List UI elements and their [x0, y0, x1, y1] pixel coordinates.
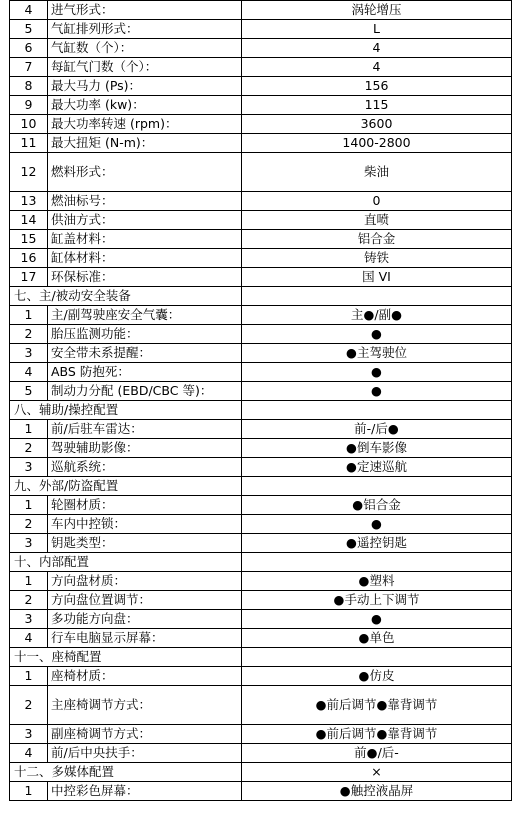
table-row [10, 515, 512, 534]
table-row [10, 20, 512, 39]
table-row [10, 249, 512, 268]
row-number: 1 [10, 420, 48, 439]
row-value: 铸铁 [242, 249, 512, 268]
table-row [10, 686, 512, 725]
row-value: 柴油 [242, 153, 512, 192]
row-label: 主座椅调节方式： [48, 686, 242, 725]
table-row [10, 211, 512, 230]
table-row [10, 782, 512, 801]
table-row [10, 420, 512, 439]
row-value: ●定速巡航 [242, 458, 512, 477]
row-number: 2 [10, 591, 48, 610]
section-title: 十、内部配置 [10, 553, 242, 572]
row-value: ●前后调节●靠背调节 [242, 725, 512, 744]
table-row [10, 629, 512, 648]
row-number: 10 [10, 115, 48, 134]
row-label: 前/后驻车雷达： [48, 420, 242, 439]
row-label: 巡航系统： [48, 458, 242, 477]
row-label: 前/后中央扶手： [48, 744, 242, 763]
row-value: ●遥控钥匙 [242, 534, 512, 553]
row-label: 气缸数（个）： [48, 39, 242, 58]
table-row [10, 1, 512, 20]
section-value [242, 648, 512, 667]
row-number: 1 [10, 667, 48, 686]
table-row [10, 572, 512, 591]
row-value: ● [242, 325, 512, 344]
row-value: 直喷 [242, 211, 512, 230]
row-number: 4 [10, 363, 48, 382]
row-value: ●主驾驶位 [242, 344, 512, 363]
row-value: 115 [242, 96, 512, 115]
row-value: 1400-2800 [242, 134, 512, 153]
row-number: 1 [10, 782, 48, 801]
section-title: 十一、座椅配置 [10, 648, 242, 667]
row-number: 3 [10, 344, 48, 363]
row-value: 4 [242, 39, 512, 58]
section-value [242, 287, 512, 306]
row-number: 6 [10, 39, 48, 58]
table-row [10, 230, 512, 249]
row-label: 燃料形式： [48, 153, 242, 192]
row-number: 2 [10, 686, 48, 725]
table-row [10, 496, 512, 515]
row-number: 13 [10, 192, 48, 211]
row-number: 4 [10, 744, 48, 763]
row-label: 最大马力 (Ps)： [48, 77, 242, 96]
row-value: 0 [242, 192, 512, 211]
row-value: ●手动上下调节 [242, 591, 512, 610]
row-value: 前-/后● [242, 420, 512, 439]
row-number: 3 [10, 610, 48, 629]
section-value [242, 553, 512, 572]
table-row [10, 268, 512, 287]
row-label: 燃油标号： [48, 192, 242, 211]
section-header-row [10, 401, 512, 420]
section-value [242, 477, 512, 496]
row-number: 16 [10, 249, 48, 268]
row-label: 副座椅调节方式： [48, 725, 242, 744]
row-label: 胎压监测功能： [48, 325, 242, 344]
table-row [10, 344, 512, 363]
row-value: ●单色 [242, 629, 512, 648]
row-label: 座椅材质： [48, 667, 242, 686]
row-value: ● [242, 610, 512, 629]
row-number: 14 [10, 211, 48, 230]
row-label: 方向盘位置调节： [48, 591, 242, 610]
section-header-row [10, 763, 512, 782]
row-number: 7 [10, 58, 48, 77]
section-header-row [10, 287, 512, 306]
row-value: ●仿皮 [242, 667, 512, 686]
row-value: 涡轮增压 [242, 1, 512, 20]
row-label: 环保标准： [48, 268, 242, 287]
row-label: 每缸气门数（个）： [48, 58, 242, 77]
row-number: 17 [10, 268, 48, 287]
row-number: 3 [10, 725, 48, 744]
row-label: 缸体材料： [48, 249, 242, 268]
row-label: ABS 防抱死： [48, 363, 242, 382]
spec-table-body [10, 1, 512, 801]
row-label: 供油方式： [48, 211, 242, 230]
row-label: 多功能方向盘： [48, 610, 242, 629]
row-value: 前●/后- [242, 744, 512, 763]
row-value: L [242, 20, 512, 39]
row-number: 12 [10, 153, 48, 192]
table-row [10, 306, 512, 325]
row-label: 方向盘材质： [48, 572, 242, 591]
row-value: ● [242, 363, 512, 382]
table-row [10, 610, 512, 629]
table-row [10, 325, 512, 344]
section-header-row [10, 477, 512, 496]
row-label: 主/副驾驶座安全气囊： [48, 306, 242, 325]
table-row [10, 39, 512, 58]
table-row [10, 192, 512, 211]
table-row [10, 458, 512, 477]
row-label: 中控彩色屏幕： [48, 782, 242, 801]
row-value: ●铝合金 [242, 496, 512, 515]
row-label: 车内中控锁： [48, 515, 242, 534]
row-value: ●塑料 [242, 572, 512, 591]
row-number: 5 [10, 382, 48, 401]
table-row [10, 725, 512, 744]
row-number: 9 [10, 96, 48, 115]
row-label: 轮圈材质： [48, 496, 242, 515]
row-number: 2 [10, 439, 48, 458]
section-value: × [242, 763, 512, 782]
row-value: ●前后调节●靠背调节 [242, 686, 512, 725]
table-row [10, 534, 512, 553]
table-row [10, 58, 512, 77]
table-row [10, 153, 512, 192]
row-number: 1 [10, 306, 48, 325]
row-value: ●倒车影像 [242, 439, 512, 458]
table-row [10, 134, 512, 153]
table-row [10, 115, 512, 134]
row-value: ●触控液晶屏 [242, 782, 512, 801]
row-value: 156 [242, 77, 512, 96]
row-number: 3 [10, 458, 48, 477]
row-number: 1 [10, 572, 48, 591]
row-label: 行车电脑显示屏幕： [48, 629, 242, 648]
table-row [10, 77, 512, 96]
row-label: 进气形式： [48, 1, 242, 20]
row-number: 4 [10, 1, 48, 20]
row-number: 2 [10, 325, 48, 344]
row-label: 最大功率 (kw)： [48, 96, 242, 115]
table-row [10, 744, 512, 763]
row-label: 气缸排列形式： [48, 20, 242, 39]
row-value: 铝合金 [242, 230, 512, 249]
row-number: 1 [10, 496, 48, 515]
section-title: 九、外部/防盗配置 [10, 477, 242, 496]
row-value: 国 VI [242, 268, 512, 287]
table-row [10, 667, 512, 686]
row-label: 缸盖材料： [48, 230, 242, 249]
section-title: 七、主/被动安全装备 [10, 287, 242, 306]
row-value: 4 [242, 58, 512, 77]
table-row [10, 96, 512, 115]
row-number: 3 [10, 534, 48, 553]
table-row [10, 382, 512, 401]
row-value: ● [242, 515, 512, 534]
table-row [10, 591, 512, 610]
row-label: 钥匙类型： [48, 534, 242, 553]
table-row [10, 363, 512, 382]
row-label: 安全带未系提醒： [48, 344, 242, 363]
section-value [242, 401, 512, 420]
row-label: 驾驶辅助影像： [48, 439, 242, 458]
row-number: 4 [10, 629, 48, 648]
row-value: 主●/副● [242, 306, 512, 325]
section-header-row [10, 648, 512, 667]
row-number: 11 [10, 134, 48, 153]
row-label: 最大扭矩 (N-m)： [48, 134, 242, 153]
row-value: ● [242, 382, 512, 401]
table-row [10, 439, 512, 458]
row-number: 2 [10, 515, 48, 534]
section-header-row [10, 553, 512, 572]
row-label: 最大功率转速 (rpm)： [48, 115, 242, 134]
row-number: 15 [10, 230, 48, 249]
spec-table [9, 0, 512, 801]
section-title: 八、辅助/操控配置 [10, 401, 242, 420]
row-number: 8 [10, 77, 48, 96]
row-label: 制动力分配 (EBD/CBC 等)： [48, 382, 242, 401]
section-title: 十二、多媒体配置 [10, 763, 242, 782]
row-value: 3600 [242, 115, 512, 134]
row-number: 5 [10, 20, 48, 39]
